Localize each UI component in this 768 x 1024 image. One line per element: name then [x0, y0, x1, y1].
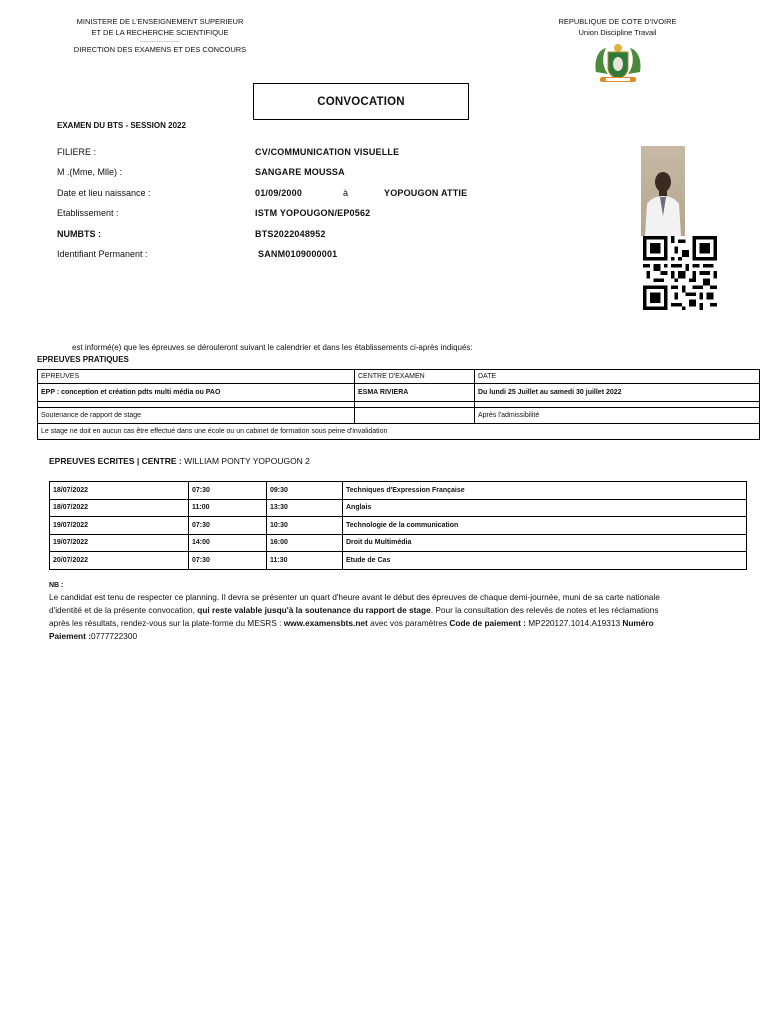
exam-subject: Droit du Multimédia	[343, 534, 747, 552]
nb-code-value: MP220127.1014.A19313	[525, 618, 623, 628]
written-centre-label: CENTRE :	[141, 456, 182, 466]
table-row	[38, 384, 760, 402]
permanent-id-label: Identifiant Permanent :	[57, 249, 148, 259]
internship-defense-label: Soutenance de rapport de stage	[38, 408, 355, 424]
practical-exam-name: EPP : conception et création pdts multi média ou PAO	[38, 384, 355, 402]
exam-subject: Technologie de la communication	[343, 517, 747, 535]
qr-code-icon	[641, 236, 719, 310]
practical-exam-date: Du lundi 25 Juillet au samedi 30 juillet 2022	[475, 384, 760, 402]
republic-header	[540, 17, 695, 38]
nb-payment-number-label: Numéro Paiement :	[49, 618, 654, 641]
written-title-prefix: EPREUVES ECRITES |	[49, 456, 142, 466]
exam-end: 13:30	[267, 499, 343, 517]
written-section-title	[49, 456, 310, 466]
nb-text-1: Le candidat est tenu de respecter ce planning. Il devra se présenter un quart d'heure avant le début des épreuves de chaque demi-journée, muni de sa carte nationale d'identité et de la présente convocation,	[49, 592, 660, 615]
republic-line: REPUBLIQUE DE COTE D'IVOIRE	[558, 17, 677, 26]
exam-date: 18/07/2022	[50, 482, 189, 500]
nb-code-label: Code de paiement :	[449, 618, 526, 628]
written-centre-value: WILLIAM PONTY YOPOUGON 2	[181, 456, 310, 466]
filiere-value: CV/COMMUNICATION VISUELLE	[255, 147, 400, 157]
motto-line: Union Discipline Travail	[578, 27, 657, 37]
written-exams-table	[49, 481, 747, 570]
exam-date: 19/07/2022	[50, 517, 189, 535]
birth-date: 01/09/2000	[255, 188, 303, 198]
exam-date: 20/07/2022	[50, 552, 189, 570]
internship-note: Le stage ne doit en aucun cas être effectué dans une école ou un cabinet de formation sous peine d'invalidation	[38, 424, 760, 440]
exam-end: 09:30	[267, 482, 343, 500]
coat-of-arms-icon	[592, 42, 644, 84]
numbts-value: BTS2022048952	[255, 229, 326, 239]
convocation-title: CONVOCATION	[253, 83, 469, 120]
intro-sentence: est informé(e) que les épreuves se dérouleront suivant le calendrier et dans les établissements ci-après indiqués:	[72, 343, 473, 352]
permanent-id-value: SANM0109000001	[258, 249, 338, 259]
table-row	[50, 552, 747, 570]
header-centre: CENTRE D'EXAMEN	[355, 370, 475, 384]
table-row	[38, 408, 760, 424]
table-row	[50, 534, 747, 552]
nb-notice	[49, 580, 669, 643]
ministry-separator: ……………………	[140, 38, 180, 44]
practical-exam-centre: ESMA RIVIERA	[355, 384, 475, 402]
practical-exams-table	[37, 369, 760, 440]
nb-payment-number-value: 0777722300	[90, 631, 138, 641]
table-row	[50, 482, 747, 500]
nb-text-2: . Pour la consultation des relevés de notes et les réclamations après les résultats, rendez-vous sur la plate-forme du MESRS :	[49, 605, 659, 628]
table-row	[50, 499, 747, 517]
birth-label: Date et lieu naissance :	[57, 188, 151, 198]
school-label: Etablissement :	[57, 208, 119, 218]
exam-start: 07:30	[189, 552, 267, 570]
numbts-label: NUMBTS :	[57, 229, 101, 239]
exam-session-title: EXAMEN DU BTS - SESSION 2022	[57, 121, 186, 130]
nb-text-3: avec vos paramètres	[367, 618, 450, 628]
practical-section-title: EPREUVES PRATIQUES	[37, 355, 129, 364]
birth-separator: à	[343, 188, 349, 198]
nb-label: NB :	[49, 582, 64, 589]
exam-start: 07:30	[189, 517, 267, 535]
birth-place: YOPOUGON ATTIE	[384, 188, 468, 198]
exam-subject: Techniques d'Expression Française	[343, 482, 747, 500]
exam-date: 19/07/2022	[50, 534, 189, 552]
candidate-photo	[641, 146, 685, 236]
ministry-header	[60, 17, 260, 56]
ministry-line-1: MINISTERE DE L'ENSEIGNEMENT SUPERIEUR	[76, 17, 244, 26]
nb-website: www.examensbts.net	[283, 618, 368, 628]
exam-end: 11:30	[267, 552, 343, 570]
name-label: M .(Mme, Mlle) :	[57, 167, 122, 177]
exam-subject: Etude de Cas	[343, 552, 747, 570]
direction-line: DIRECTION DES EXAMENS ET DES CONCOURS	[73, 45, 247, 54]
nb-validity: qui reste valable jusqu'à la soutenance du rapport de stage	[197, 605, 431, 615]
header-epreuves: EPREUVES	[38, 370, 355, 384]
school-value: ISTM YOPOUGON/EP0562	[255, 208, 371, 218]
ministry-line-2: ET DE LA RECHERCHE SCIENTIFIQUE	[91, 27, 229, 37]
exam-end: 16:00	[267, 534, 343, 552]
table-note-row	[38, 424, 760, 440]
header-date: DATE	[475, 370, 760, 384]
exam-subject: Anglais	[343, 499, 747, 517]
table-header-row	[38, 370, 760, 384]
name-value: SANGARE MOUSSA	[255, 167, 345, 177]
exam-end: 10:30	[267, 517, 343, 535]
exam-start: 07:30	[189, 482, 267, 500]
exam-date: 18/07/2022	[50, 499, 189, 517]
internship-defense-date: Après l'admissibilité	[475, 408, 760, 424]
exam-start: 14:00	[189, 534, 267, 552]
candidate-photo-figure	[641, 146, 685, 236]
filiere-label: FILIERE :	[57, 147, 97, 157]
exam-start: 11:00	[189, 499, 267, 517]
table-row	[50, 517, 747, 535]
